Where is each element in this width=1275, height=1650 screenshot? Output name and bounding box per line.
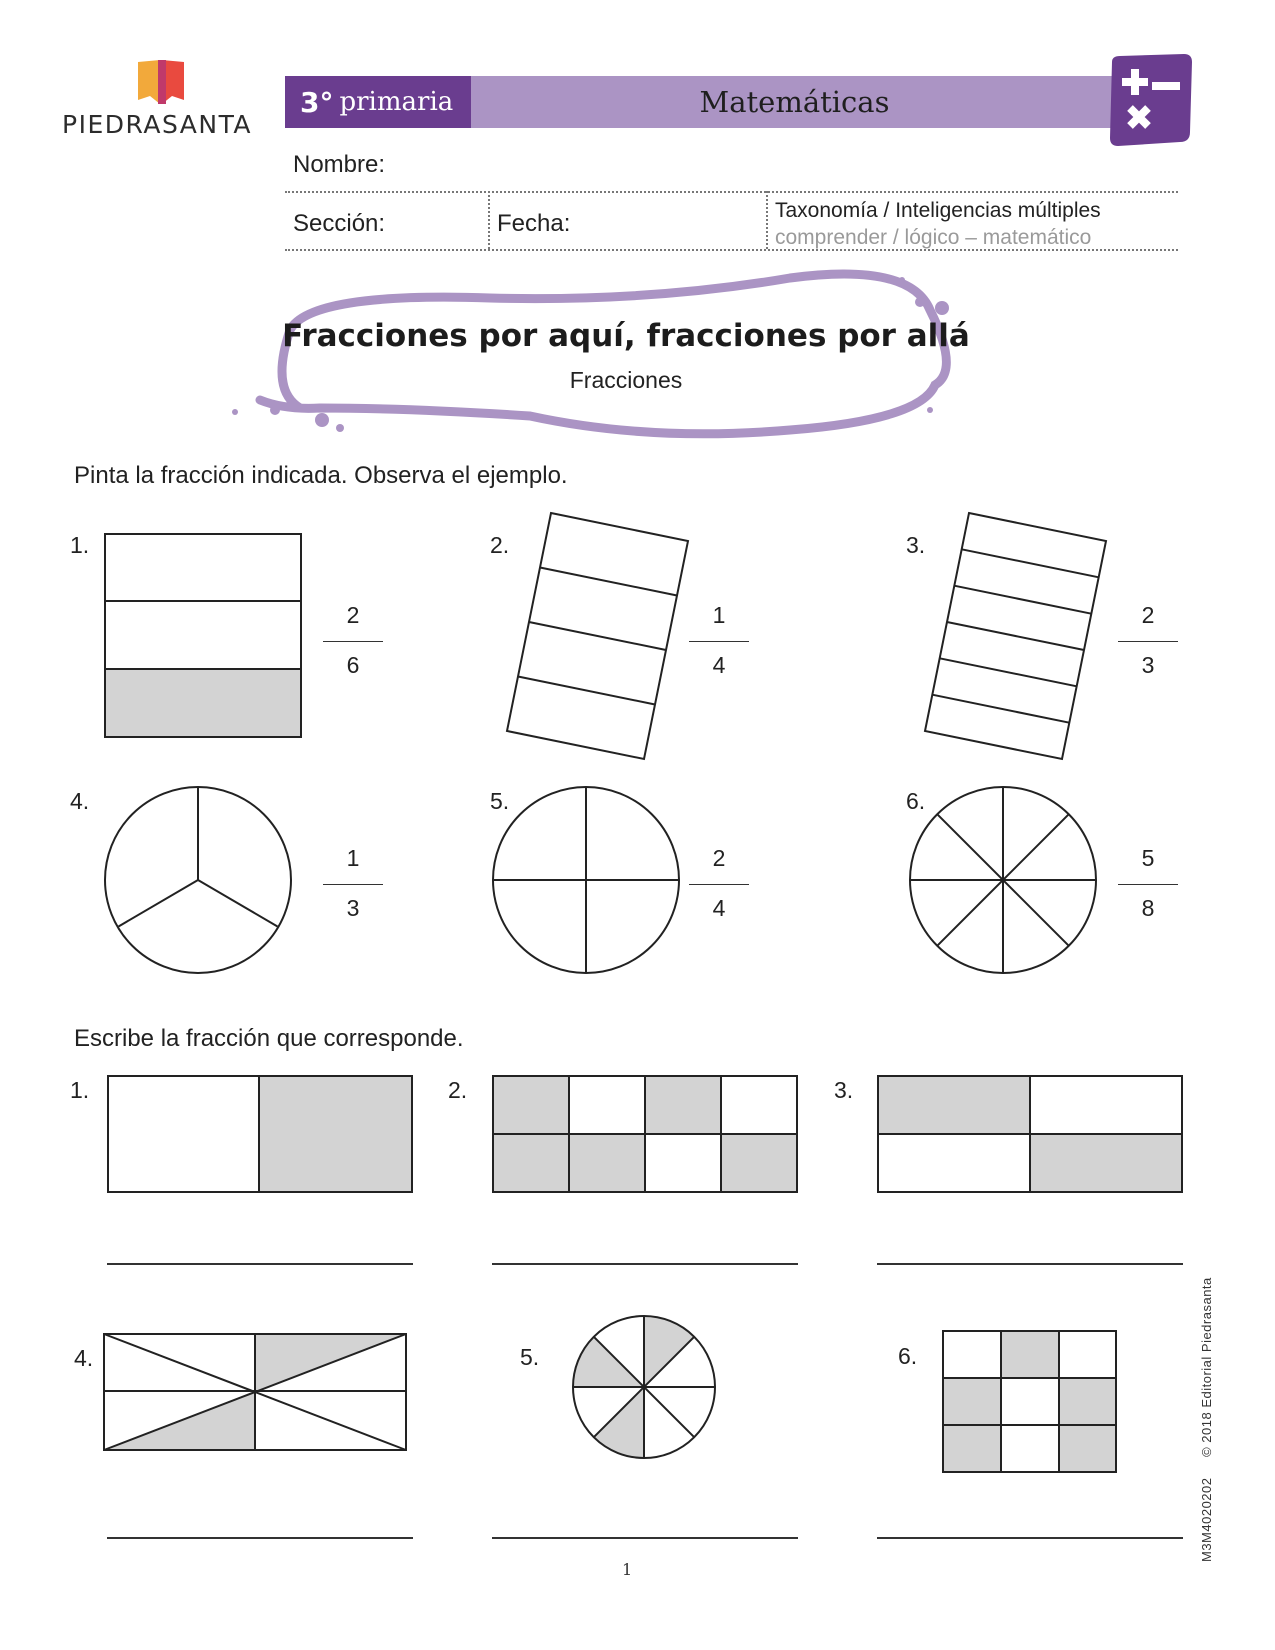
circle-thirds-figure [104,786,294,976]
piedrasanta-logo-icon [136,56,188,108]
item-number: 4. [70,788,90,814]
item-number: 5. [520,1344,540,1370]
section-label: Sección: [293,210,386,237]
fraction-denominator: 3 [346,895,360,921]
section2-instruction: Escribe la fracción que corresponde. [74,1025,464,1052]
rectangle-triangles-figure [103,1333,409,1453]
page-title: Fracciones por aquí, fracciones por allá [282,318,970,354]
fraction [1118,602,1178,679]
tilted-rectangle-quarters-figure [500,505,700,760]
circle-eighths-figure [909,786,1099,976]
copyright: © 2018 Editorial Piedrasanta [1199,1277,1214,1457]
item-number: 5. [490,788,510,814]
fraction-bar [323,884,383,885]
date-label: Fecha: [497,210,571,237]
fraction [1118,845,1178,922]
taxonomy-label: Taxonomía / Inteligencias múltiples [775,199,1101,222]
item-number: 1. [70,532,90,558]
tilted-rectangle-sixths-figure [918,505,1118,760]
rectangle-quarters-figure [877,1075,1185,1195]
answer-line[interactable] [492,1263,798,1265]
circle-quarters-figure [492,786,682,976]
fraction [689,845,749,922]
taxonomy-value: comprender / lógico – matemático [775,226,1092,249]
fraction [323,602,383,679]
item-number: 2. [448,1077,468,1103]
grid-eighths-figure [492,1075,800,1195]
fraction-numerator: 2 [712,845,726,871]
brand-name: PIEDRASANTA [62,110,253,139]
rectangle-sixths-figure [104,533,304,739]
grade-label: primaria [339,87,454,117]
plus-minus-times-icon [1104,54,1194,146]
fraction-denominator: 3 [1141,652,1155,678]
name-label: Nombre: [293,151,386,178]
fraction-denominator: 4 [712,652,726,678]
grade-badge [285,76,471,128]
grid-ninths-figure [942,1330,1118,1474]
section1-instruction: Pinta la fracción indicada. Observa el ejemplo. [74,462,568,489]
grade-number: 3° [300,85,334,119]
rectangle-halves-figure [107,1075,415,1195]
item-number: 1. [70,1077,90,1103]
answer-line[interactable] [107,1537,413,1539]
side-credit [1199,1277,1214,1562]
item-number: 6. [898,1343,918,1369]
fraction [323,845,383,922]
subject-title: Matemáticas [699,85,890,119]
product-code: M3M4020202 [1199,1477,1214,1562]
fraction-denominator: 4 [712,895,726,921]
title-bubble [230,270,975,450]
item-number: 4. [74,1345,94,1371]
answer-line[interactable] [492,1537,798,1539]
item-number: 6. [906,788,926,814]
item-number: 3. [834,1077,854,1103]
page-number: 1 [622,1560,633,1579]
subject-bar [471,76,1118,128]
page-subtitle: Fracciones [569,367,683,393]
item-number: 3. [906,532,926,558]
fraction-numerator: 2 [1141,602,1155,628]
divider [285,191,1178,193]
answer-line[interactable] [877,1537,1183,1539]
fraction [689,602,749,679]
divider [488,191,490,249]
divider [285,249,1178,251]
fraction-numerator: 1 [712,602,726,628]
answer-line[interactable] [877,1263,1183,1265]
fraction-numerator: 2 [346,602,360,628]
item-number: 2. [490,532,510,558]
fraction-numerator: 5 [1141,845,1155,871]
fraction-bar [323,641,383,642]
answer-line[interactable] [107,1263,413,1265]
fraction-bar [689,641,749,642]
fraction-denominator: 6 [346,652,360,678]
fraction-bar [689,884,749,885]
fraction-bar [1118,884,1178,885]
divider [766,191,768,249]
fraction-numerator: 1 [346,845,360,871]
circle-eighths-shaded-figure [572,1315,718,1461]
fraction-bar [1118,641,1178,642]
fraction-denominator: 8 [1141,895,1155,921]
